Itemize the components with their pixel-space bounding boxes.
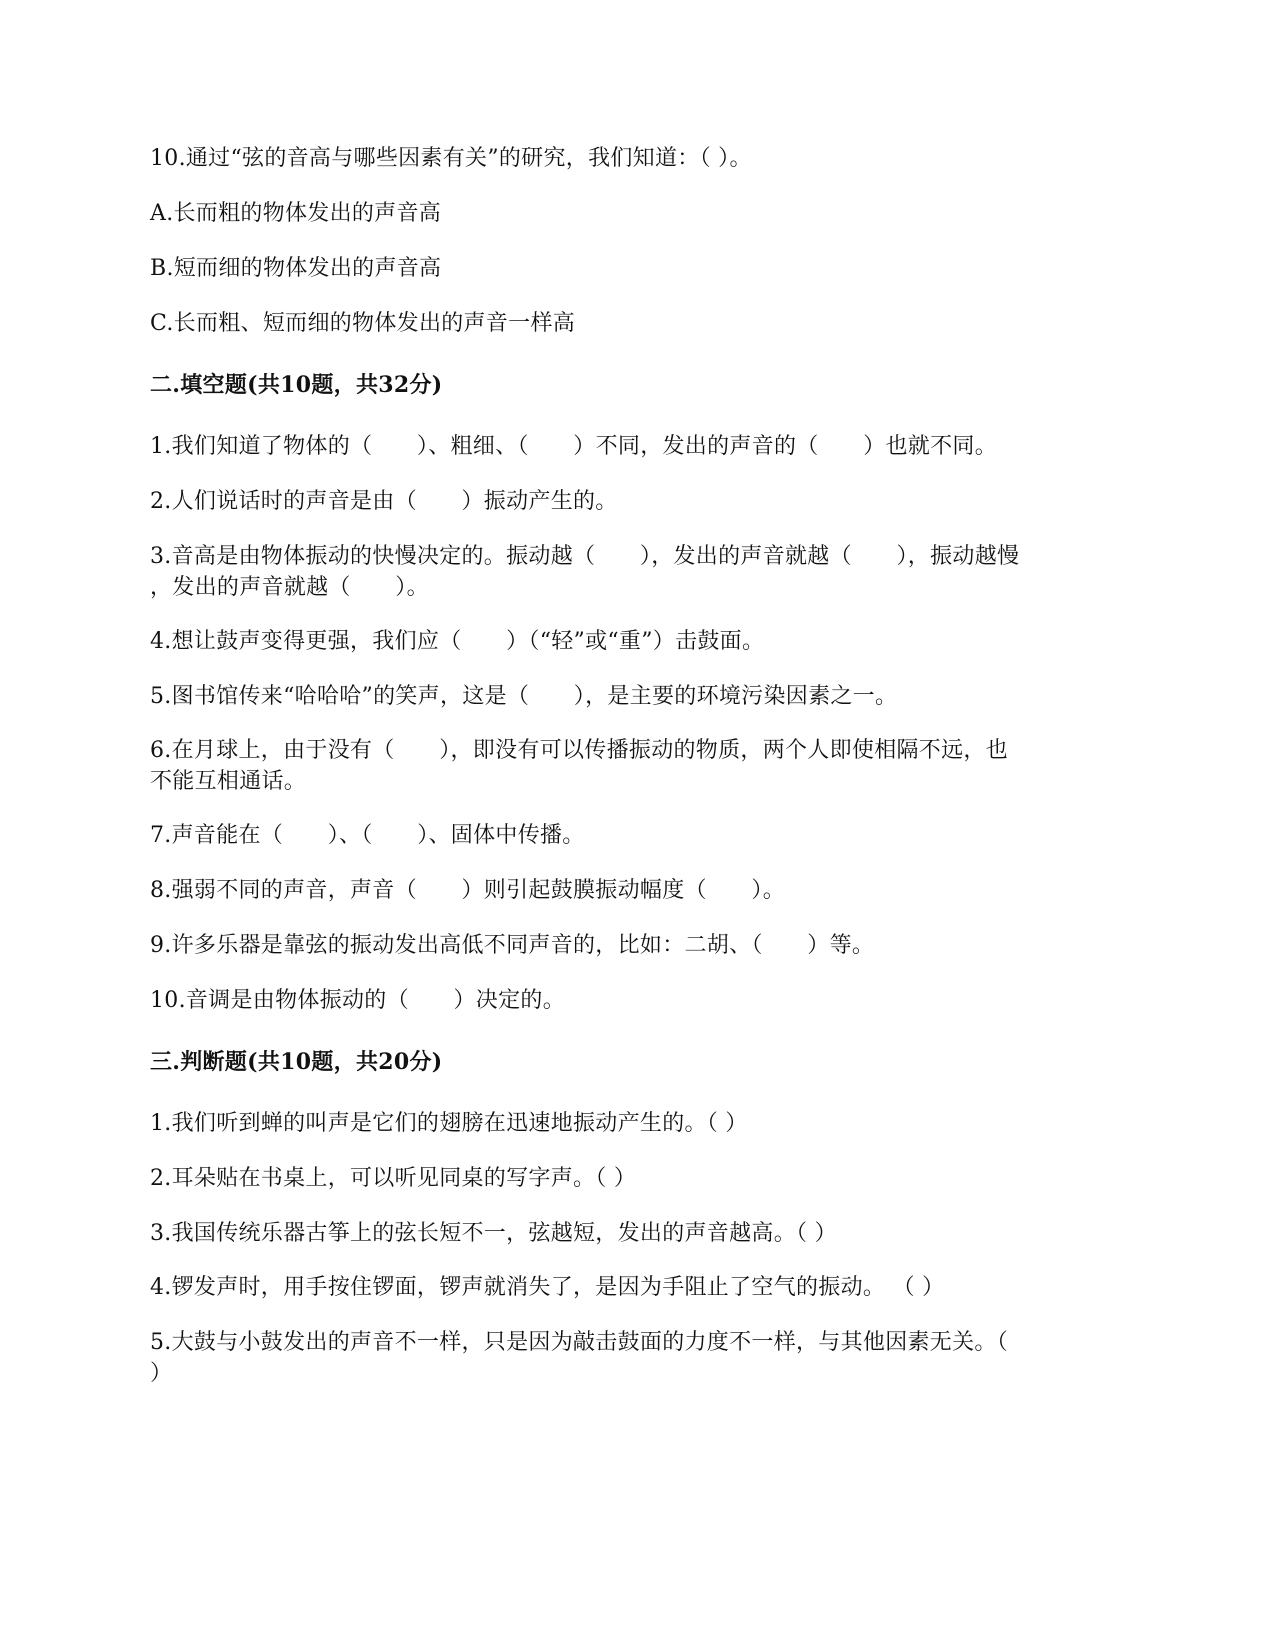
question-10-stem: 10.通过“弦的音高与哪些因素有关”的研究，我们知道：（ ）。 <box>150 146 752 171</box>
judge-item-4: 4.锣发声时，用手按住锣面，锣声就消失了，是因为手阻止了空气的振动。 （ ） <box>150 1275 945 1300</box>
option-b: B.短而细的物体发出的声音高 <box>150 256 442 281</box>
judge-item-5-line1: 5.大鼓与小鼓发出的声音不一样，只是因为敲击鼓面的力度不一样，与其他因素无关。（ <box>150 1330 1008 1355</box>
judge-item-3: 3.我国传统乐器古筝上的弦长短不一，弦越短，发出的声音越高。（ ） <box>150 1221 837 1246</box>
fill-item-3-line2: ，发出的声音就越（ ）。 <box>150 575 429 600</box>
fill-item-6-line1: 6.在月球上，由于没有（ ），即没有可以传播振动的物质，两个人即使相隔不远，也 <box>150 738 1008 763</box>
fill-item-6-line2: 不能互相通话。 <box>150 769 307 794</box>
judge-item-5-line2: ） <box>150 1361 173 1386</box>
judge-item-2: 2.耳朵贴在书桌上，可以听见同桌的写字声。（ ） <box>150 1166 637 1191</box>
fill-item-3-line1: 3.音高是由物体振动的快慢决定的。振动越（ ），发出的声音就越（ ），振动越慢 <box>150 544 1020 569</box>
fill-item-4: 4.想让鼓声变得更强，我们应（ ）（“轻”或“重”）击鼓面。 <box>150 629 765 654</box>
fill-item-9: 9.许多乐器是靠弦的振动发出高低不同声音的，比如：二胡、（ ）等。 <box>150 933 875 958</box>
fill-item-1: 1.我们知道了物体的（ ）、粗细、（ ）不同，发出的声音的（ ）也就不同。 <box>150 434 997 459</box>
option-a: A.长而粗的物体发出的声音高 <box>150 201 442 226</box>
fill-item-7: 7.声音能在（ ）、（ ）、固体中传播。 <box>150 823 585 848</box>
fill-item-5: 5.图书馆传来“哈哈哈”的笑声，这是（ ），是主要的环境污染因素之一。 <box>150 684 898 709</box>
section-3-heading: 三.判断题(共10题，共20分) <box>150 1049 443 1075</box>
fill-item-2: 2.人们说话时的声音是由（ ）振动产生的。 <box>150 489 618 514</box>
option-c: C.长而粗、短而细的物体发出的声音一样高 <box>150 311 576 336</box>
judge-item-1: 1.我们听到蝉的叫声是它们的翅膀在迅速地振动产生的。（ ） <box>150 1111 748 1136</box>
section-2-heading: 二.填空题(共10题，共32分) <box>150 372 443 398</box>
fill-item-10: 10.音调是由物体振动的（ ）决定的。 <box>150 988 565 1013</box>
fill-item-8: 8.强弱不同的声音，声音（ ）则引起鼓膜振动幅度（ ）。 <box>150 878 785 903</box>
